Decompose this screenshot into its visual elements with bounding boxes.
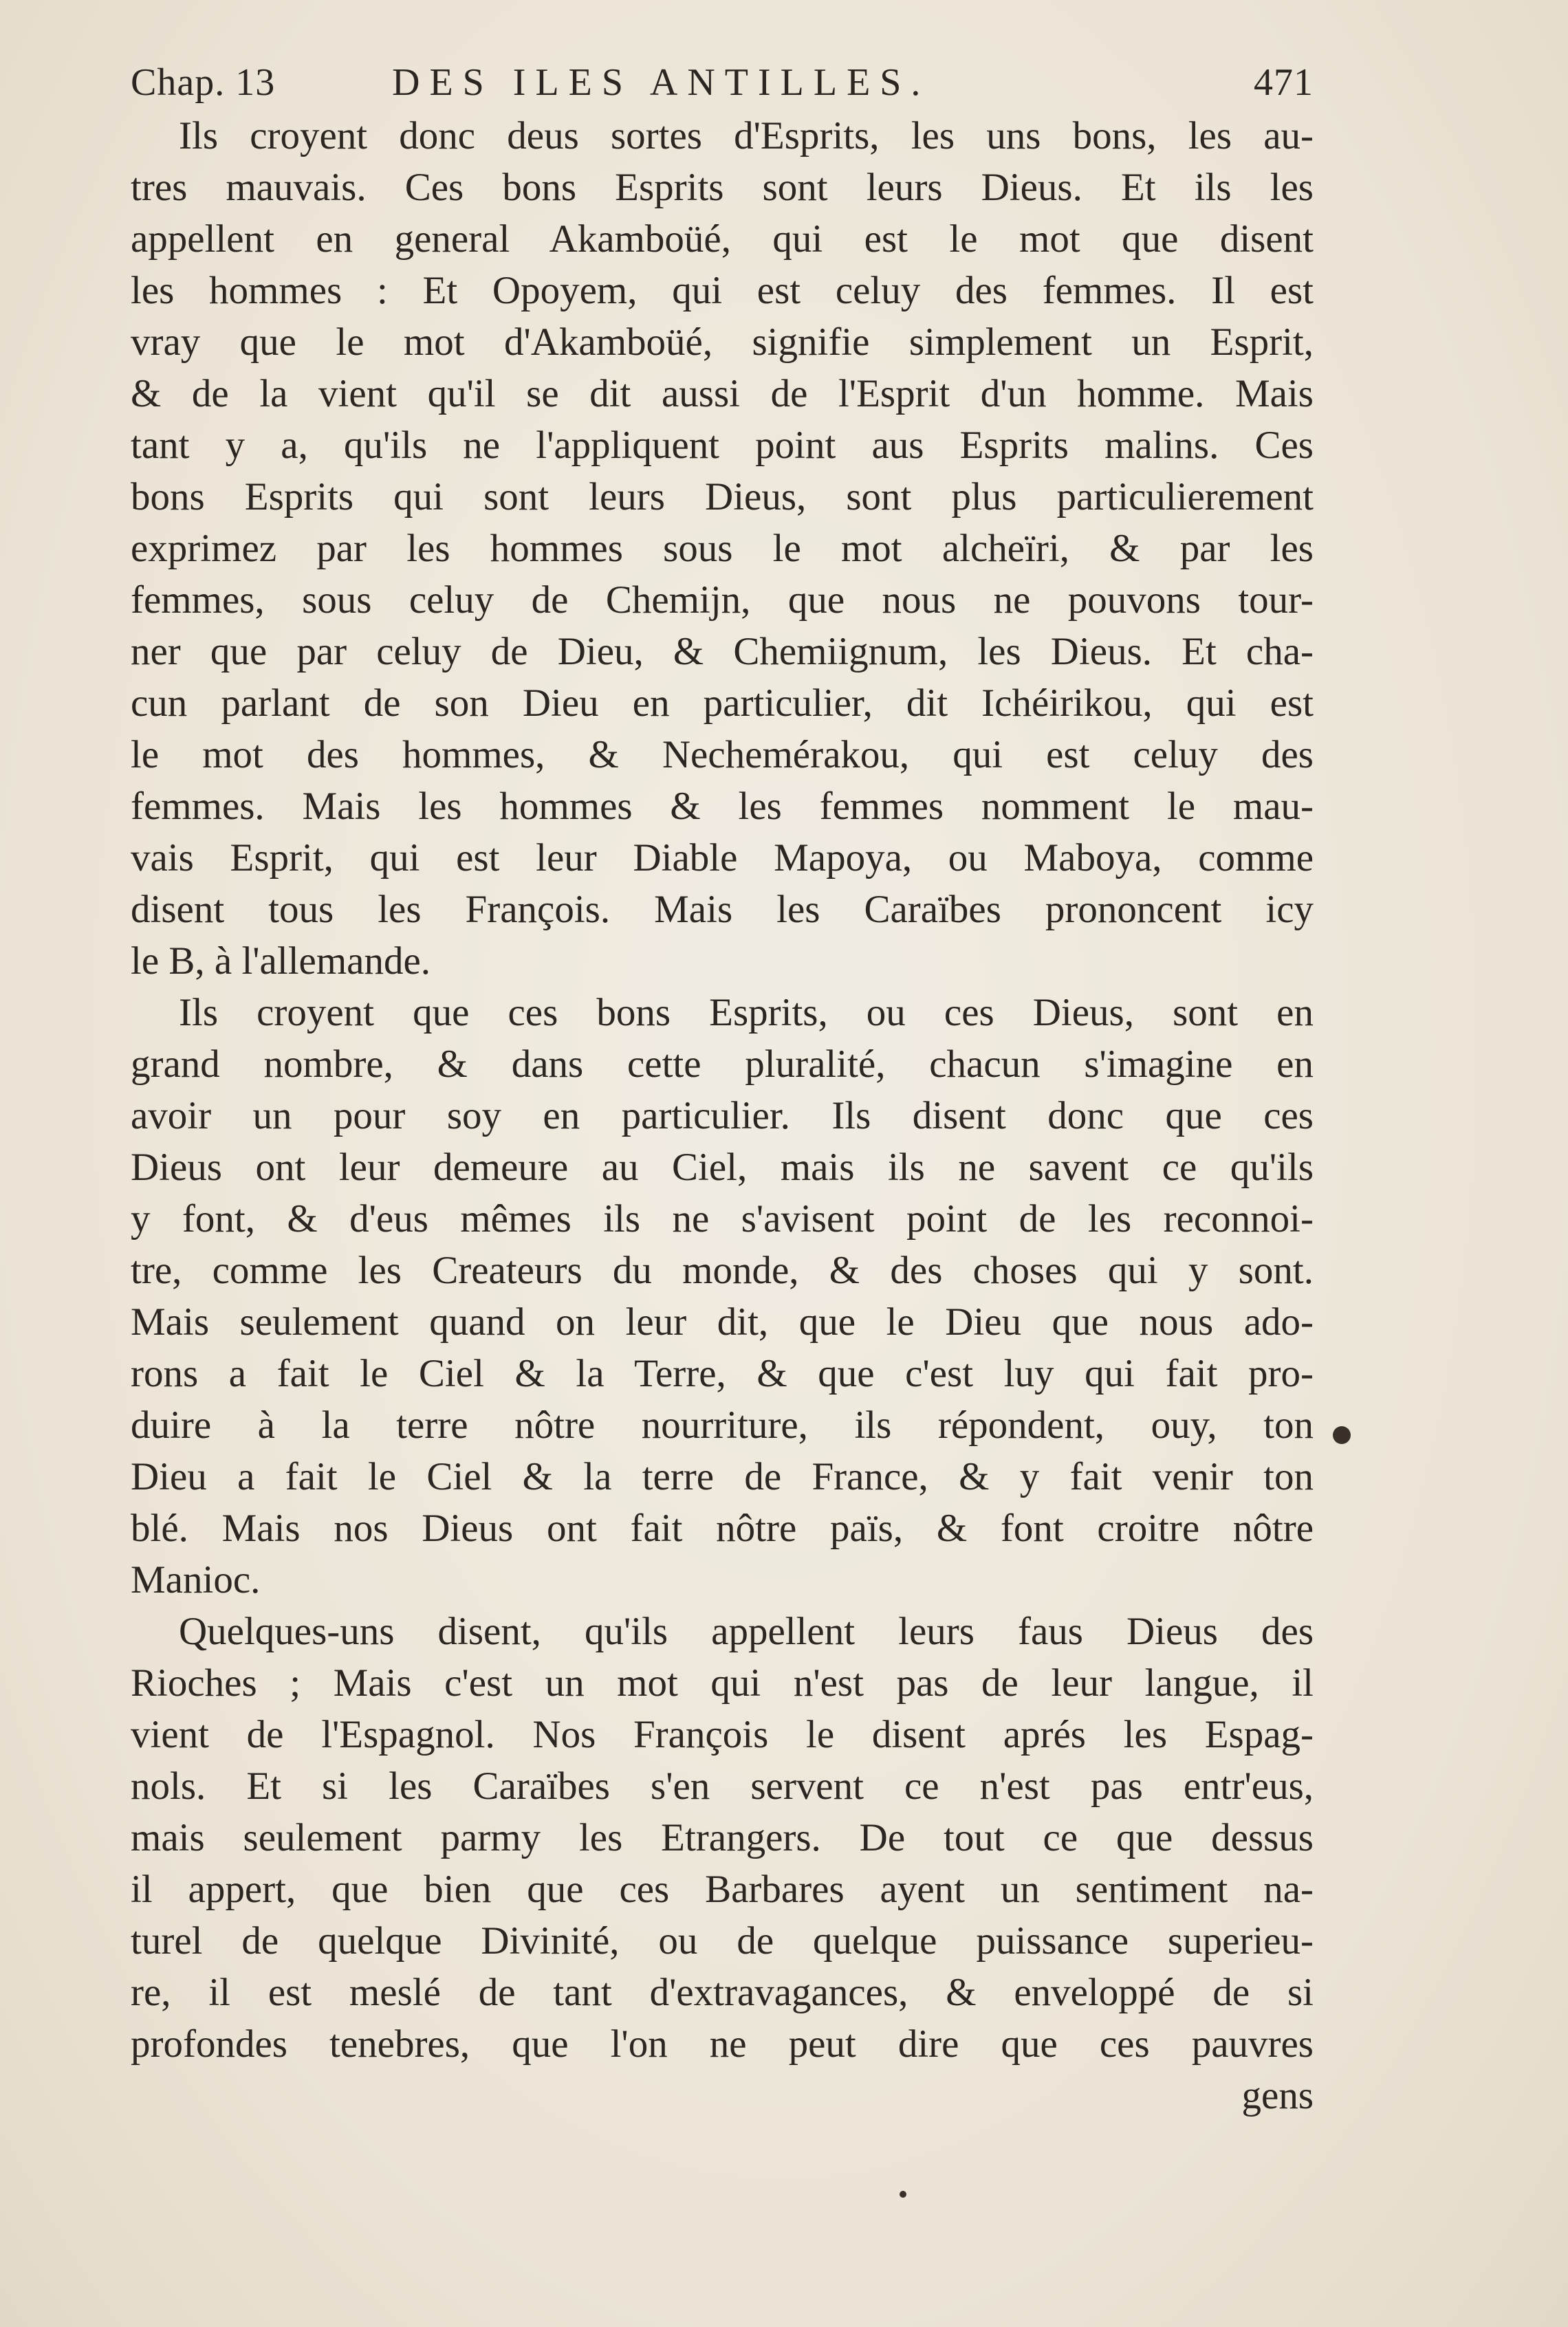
- text-line: blé. Mais nos Dieus ont fait nôtre païs, & font croitre nôtre: [131, 1507, 1314, 1550]
- text-line: grand nombre, & dans cette pluralité, chacun s'imagine en: [131, 1042, 1314, 1086]
- text-line: il appert, que bien que ces Barbares ayent un sentiment na-: [131, 1868, 1314, 1911]
- text-line: les hommes : Et Opoyem, qui est celuy des femmes. Il est: [131, 269, 1314, 312]
- text-line: exprimez par les hommes sous le mot alcheïri, & par les: [131, 527, 1314, 570]
- ink-spot: [900, 2191, 906, 2198]
- text-line: le mot des hommes, & Nechemérakou, qui est celuy des: [131, 733, 1314, 776]
- text-line: vray que le mot d'Akamboüé, signifie simplement un Esprit,: [131, 320, 1314, 364]
- text-line: rons a fait le Ciel & la Terre, & que c'est luy qui fait pro-: [131, 1352, 1314, 1395]
- text-line: disent tous les François. Mais les Caraïbes prononcent icy: [131, 888, 1314, 931]
- catchword: gens: [1241, 2074, 1314, 2117]
- text-line: Mais seulement quand on leur dit, que le Dieu que nous ado-: [131, 1300, 1314, 1344]
- text-line: profondes tenebres, que l'on ne peut dire que ces pauvres: [131, 2022, 1314, 2066]
- text-line: y font, & d'eus mêmes ils ne s'avisent point de les reconnoi-: [131, 1197, 1314, 1241]
- text-line: bons Esprits qui sont leurs Dieus, sont plus particulierement: [131, 475, 1314, 518]
- text-line: re, il est meslé de tant d'extravagances, & enveloppé de si: [131, 1971, 1314, 2014]
- text-line: vient de l'Espagnol. Nos François le disent aprés les Espag-: [131, 1713, 1314, 1756]
- text-line: appellent en general Akamboüé, qui est le mot que disent: [131, 217, 1314, 261]
- text-line: Ils croyent que ces bons Esprits, ou ces Dieus, sont en: [179, 991, 1314, 1034]
- page-number: 471: [1254, 61, 1314, 104]
- text-line: Quelques-uns disent, qu'ils appellent leurs faus Dieus des: [179, 1610, 1314, 1653]
- text-line: & de la vient qu'il se dit aussi de l'Esprit d'un homme. Mais: [131, 372, 1314, 415]
- text-line: mais seulement parmy les Etrangers. De tout ce que dessus: [131, 1816, 1314, 1859]
- text-line: tres mauvais. Ces bons Esprits sont leurs Dieus. Et ils les: [131, 166, 1314, 209]
- text-line: Ils croyent donc deus sortes d'Esprits, les uns bons, les au-: [179, 114, 1314, 157]
- text-line: Manioc.: [131, 1558, 261, 1602]
- text-line: tre, comme les Createurs du monde, & des choses qui y sont.: [131, 1249, 1314, 1292]
- text-line: Dieus ont leur demeure au Ciel, mais ils ne savent ce qu'ils: [131, 1146, 1314, 1189]
- text-line: cun parlant de son Dieu en particulier, dit Ichéirikou, qui est: [131, 681, 1314, 725]
- text-line: femmes, sous celuy de Chemijn, que nous ne pouvons tour-: [131, 578, 1314, 622]
- text-line: turel de quelque Divinité, ou de quelque puissance superieu-: [131, 1919, 1314, 1963]
- text-line: vais Esprit, qui est leur Diable Mapoya, ou Maboya, comme: [131, 836, 1314, 880]
- chapter-label: Chap. 13: [131, 61, 276, 104]
- text-line: nols. Et si les Caraïbes s'en servent ce n'est pas entr'eus,: [131, 1765, 1314, 1808]
- running-title: DES ILES ANTILLES.: [392, 61, 930, 104]
- text-line: le B, à l'allemande.: [131, 939, 431, 983]
- text-line: duire à la terre nôtre nourriture, ils répondent, ouy, ton: [131, 1403, 1314, 1447]
- text-line: ner que par celuy de Dieu, & Chemiignum, les Dieus. Et cha-: [131, 630, 1314, 673]
- text-line: tant y a, qu'ils ne l'appliquent point aus Esprits malins. Ces: [131, 424, 1314, 467]
- ink-spot: [1333, 1426, 1351, 1444]
- text-line: avoir un pour soy en particulier. Ils disent donc que ces: [131, 1094, 1314, 1137]
- text-line: Rioches ; Mais c'est un mot qui n'est pas de leur langue, il: [131, 1661, 1314, 1705]
- body-text: [131, 110, 1314, 2121]
- text-line: Dieu a fait le Ciel & la terre de France, & y fait venir ton: [131, 1455, 1314, 1498]
- text-line: femmes. Mais les hommes & les femmes nomment le mau-: [131, 785, 1314, 828]
